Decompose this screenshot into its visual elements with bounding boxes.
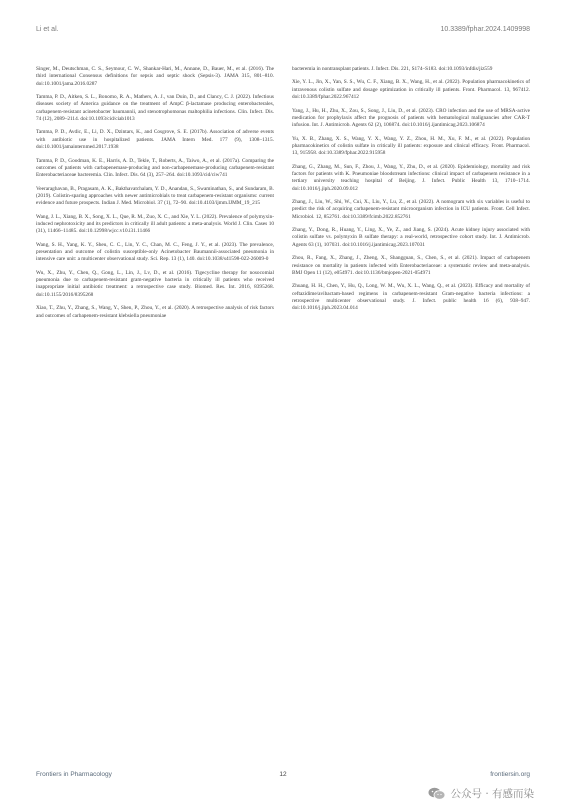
running-doi: 10.3389/fphar.2024.1409998: [440, 26, 530, 33]
wechat-icon: [428, 787, 446, 800]
reference-entry: Tamma, P. D., Aitken, S. L., Bonomo, R. A., Mathers, A. J., van Duin, D., and Clancy, C. J. (2022). Infectious diseases society of America guidance on the treatment of AmpC β-lactamase producing enterobacterales, carbapenem-resistant acinetobacter baumannii, and stenotrophomonas maltophilia infections. Clin. Infect. Dis. 74 (12), 2089–2114. doi:10.1093/cid/ciab1013: [36, 94, 274, 122]
reference-entry: Wang, S. H., Yang, K. Y., Sheu, C. C., Lin, Y. C., Chan, M. C., Feng, J. Y., et al. (2023). The prevalence, presentation and outcome of colistin susceptible-only Acinetobacter Baumannii-associated pneumonia in intensive care unit: a multicenter observational study. Sci. Rep. 13 (1), 140. doi:10.1038/s41598-022-26009-0: [36, 241, 274, 263]
reference-entry: bacteremia in nontransplant patients. J. Infect. Dis. 221, S174–S183. doi:10.1093/infdis/jiz559: [292, 66, 493, 72]
reference-entry: Yang, J., Hu, H., Zhu, X., Zou, S., Song, J., Liu, D., et al. (2023). CRO infection and the use of MRSA-active medication for prophylaxis affect the prognosis of patients with hematological malignancies after CAR-T infusion. Int. J. Antimicrob. Agents 62 (2), 106874. doi:10.1016/j.ijantimicag.2023.106874: [292, 107, 530, 129]
reference-entry: Veeraraghavan, B., Pragasam, A. K., Bakthavatchalam, Y. D., Anandan, S., Swaminathan, S., and Sundaram, B. (2019). Colistin-sparing approaches with newer antimicrobials to treat carbapenem-resistant organisms: current evidence and future prospects. Indian J. Med. Microbiol. 37 (1), 72–90. doi:10.4103/ijmm.IJMM_19_215: [36, 185, 274, 207]
reference-entry: Zhang, J., Liu, W., Shi, W., Cui, X., Liu, Y., Lu, Z., et al. (2022). A nomogram with six variables is useful to predict the risk of acquiring carbapenem-resistant microorganism infection in ICU patients. Front. Cell Infect. Microbiol. 12, 852761. doi:10.3389/fcimb.2022.852761: [292, 199, 530, 220]
page-header: [36, 26, 530, 38]
reference-entry: Yu, X. B., Zhang, X. S., Wang, Y. X., Wang, Y. Z., Zhou, H. M., Xu, F. M., et al. (2022). Population pharmacokinetics of colistin sulfate in critically ill patients: exposure and clinical efficacy. Front. Pharmacol. 13, 915958. doi:10.3389/fphar.2022.915958: [292, 135, 530, 157]
reference-entry: Tamma, P. D., Goodman, K. E., Harris, A. D., Tekle, T., Roberts, A., Taiwo, A., et al. (2017a). Comparing the outcomes of patients with carbapenemase-producing and non-carbapenemase-producing carbapenem-resistant Enterobacteriaceae bacteremia. Clin. Infect. Dis. 64 (3), 257–264. doi:10.1093/cid/ciw741: [36, 157, 274, 179]
reference-entry: Wang, J. L., Xiang, B. X., Song, X. L., Que, R. M., Zuo, X. C., and Xie, Y. L. (2022). Prevalence of polymyxin-induced nephrotoxicity and its predictors in critically ill adult patients: a meta-analysis. World J. Clin. Cases 10 (31), 11466–11485. doi:10.12998/wjcc.v10.i31.11466: [36, 213, 274, 235]
references-left-column: [36, 66, 274, 326]
page-footer: [36, 771, 530, 781]
running-author: Li et al.: [36, 26, 59, 33]
watermark: [428, 785, 534, 801]
references-right-column: [292, 66, 530, 319]
reference-entry: Zhang, G., Zhang, M., Sun, F., Zhou, J., Wang, Y., Zhu, D., et al. (2020). Epidemiology, mortality and risk factors for patients with K. Pneumoniae bloodstream infections: clinical impact of carbapenem resistance in a tertiary university teaching hospital of Beijing. J. Infect. Public Health 13, 1710–1714. doi:10.1016/j.jiph.2020.09.012: [292, 163, 530, 192]
footer-site-link[interactable]: frontiersin.org: [490, 771, 530, 778]
watermark-text: 公众号 · 有感而染: [450, 787, 534, 800]
reference-entry: Wu, X., Zhu, Y., Chen, Q., Gong, L., Lin, J., Lv, D., et al. (2016). Tigecycline therapy for nosocomial pneumonia due to carbapenem-resistant gram-negative bacteria in critically ill patients who received inappropriate initial antibiotic treatment: a retrospective case study. Biomed. Res. Int. 2016, 8395268. doi:10.1155/2016/8395268: [36, 269, 274, 298]
footer-journal: Frontiers in Pharmacology: [36, 771, 112, 778]
reference-entry: Zhang, Y., Dong, R., Huang, Y., Ling, X., Ye, Z., and Jiang, S. (2024). Acute kidney injury associated with colistin sulfate vs. polymyxin B sulfate therapy: a real-world, retrospective cohort study. Int. J. Antimicrob. Agents 63 (1), 107031. doi:10.1016/j.ijantimicag.2023.107031: [292, 227, 530, 248]
reference-entry: Zhou, R., Fang, X., Zhang, J., Zheng, X., Shangguan, S., Chen, S., et al. (2021). Impact of carbapenem resistance on mortality in patients infected with Enterobacteriaceae: a systematic review and meta-analysis. BMJ Open 11 (12), e054971. doi:10.1136/bmjopen-2021-054971: [292, 255, 530, 276]
page-number: 12: [279, 771, 287, 778]
reference-entry: Xiao, T., Zhu, Y., Zhang, S., Wang, Y., Shen, P., Zhou, Y., et al. (2020). A retrospective analysis of risk factors and outcomes of carbapenem-resistant klebsiella pneumoniae: [36, 305, 274, 319]
reference-entry: Zhuang, H. H., Chen, Y., Hu, Q., Long, W. M., Wu, X. L., Wang, Q., et al. (2023). Efficacy and mortality of ceftazidime/avibactam-based regimens in carbapenem-resistant Gram-negative bacteria infections: a retrospective multicenter observational study. J. Infect. public health 16 (6), 938–947. doi:10.1016/j.jiph.2023.04.014: [292, 283, 530, 312]
reference-entry: Singer, M., Deutschman, C. S., Seymour, C. W., Shankar-Hari, M., Annane, D., Bauer, M., et al. (2016). The third international Consensus definitions for sepsis and septic shock (Sepsis-3). JAMA 315, 801–810. doi:10.1001/jama.2016.0287: [36, 66, 274, 87]
reference-entry: Xie, Y. L., Jin, X., Yan, S. S., Wu, C. F., Xiang, B. X., Wang, H., et al. (2022). Population pharmacokinetics of intravenous colistin sulfate and dosage optimization in critically ill patients. Front. Pharmacol. 13, 967412. doi:10.3389/fphar.2022.967412: [292, 79, 530, 101]
reference-entry: Tamma, P. D., Avdic, E., Li, D. X., Dzintars, K., and Cosgrove, S. E. (2017b). Association of adverse events with antibiotic use in hospitalized patients. JAMA Intern Med. 177 (9), 1308–1315. doi:10.1001/jamainternmed.2017.1938: [36, 129, 274, 151]
